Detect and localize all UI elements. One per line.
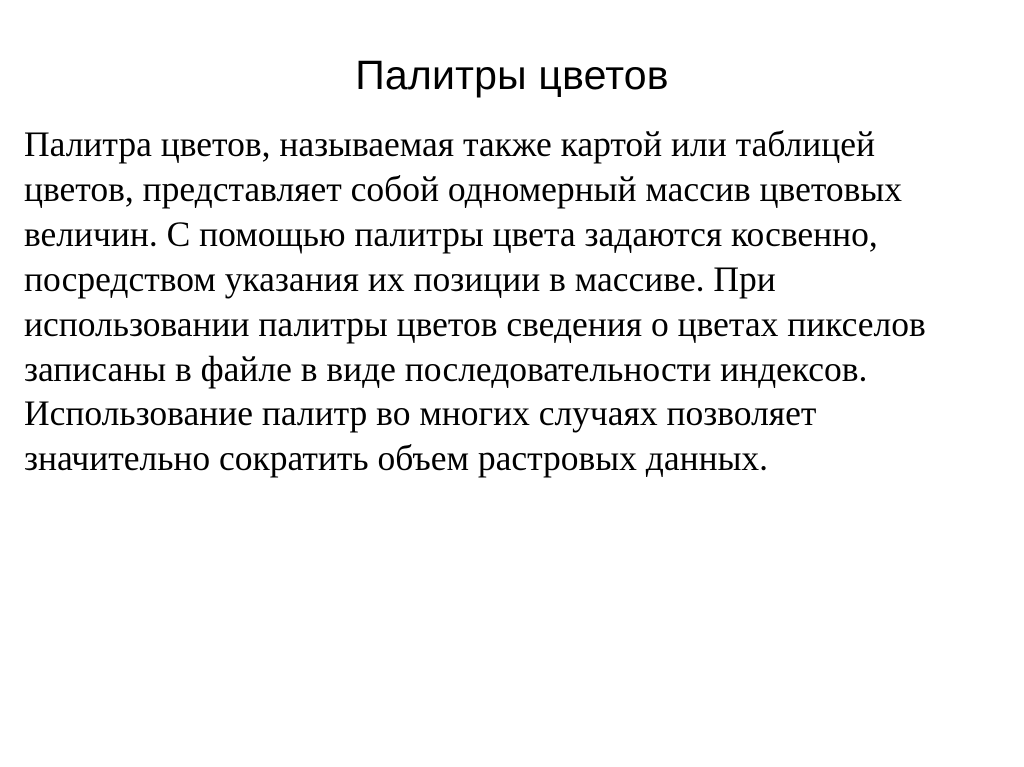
slide-body [24,122,954,481]
body-paragraph: Палитра цветов, называемая также картой или таблицей цветов, представляет собой одномерный массив цветовых величин. С помощью палитры цвета задаются косвенно, посредством указания их позиции в массиве. При использовании палитры цветов сведения о цветах пикселов записаны в файле в виде последовательности индексов. Использование палитр во многих случаях позволяет значительно сократить объем растровых данных. [24,124,935,479]
page-title: Палитры цветов [355,52,669,99]
